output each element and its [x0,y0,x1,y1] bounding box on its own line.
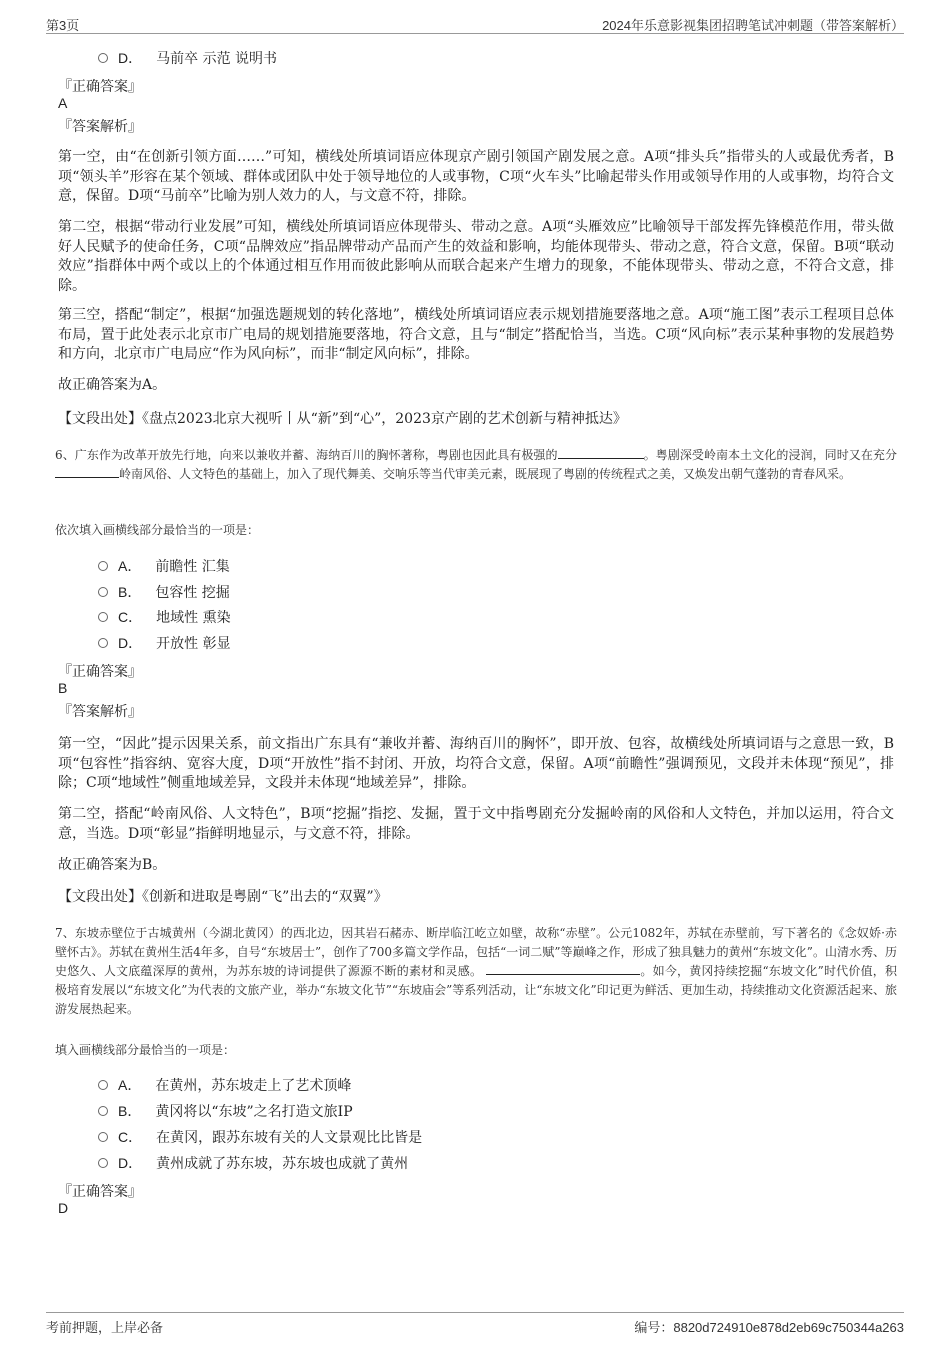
document-title: 2024年乐意影视集团招聘笔试冲刺题（带答案解析） [602,18,904,33]
q6-conclusion: 故正确答案为B。 [58,857,167,873]
q6-answer: B [58,680,68,696]
q6-blank-1 [558,446,644,459]
q7-blank [486,962,640,975]
q5-conclusion: 故正确答案为A。 [58,377,167,393]
q5-analysis-para-3: 第三空，搭配“制定”，根据“加强选题规划的转化落地”，横线处所填词语应表示规划措施要落地之意。A项“施工图”表示工程项目总体布局，置于此处表示北京市广电局的规划措施要落地，符合文意，且与“制定”搭配恰当，当选。C项“风向标”表示某种事物的发展趋势和方向，北京市广电局应“作为风向标”，而非“制定风向标”，排除。 [58,307,894,362]
q6-option-d[interactable]: D． 开放性 彰显 [98,633,231,653]
radio-icon[interactable] [98,1080,108,1090]
q6-answer-label: 『正确答案』 [58,664,142,680]
q5-analysis-para-1: 第一空，由“在创新引领方面……”可知，横线处所填词语应体现京产剧引领国产剧发展之意。A项“排头兵”指带头的人或最优秀者，B项“领头羊”形容在某个领域、群体或团队中处于领导地位的人或事物，C项“火车头”比喻起带头作用或领导作用的人或事物，均符合文意，保留。D项“马前卒”比喻为别人效力的人，与文意不符，排除。 [58,149,894,204]
radio-icon[interactable] [98,53,108,63]
q6-analysis-para-2: 第二空，搭配“岭南风俗、人文特色”，B项“挖掘”指挖、发掘，置于文中指粤剧充分发掘岭南的风俗和人文特色，并加以运用，符合文意，当选。D项“彰显”指鲜明地显示，与文意不符，排除。 [58,806,894,842]
q6-stem: 6、广东作为改革开放先行地，向来以兼收并蓄、海纳百川的胸怀著称，粤剧也因此具有极强的 。粤剧深受岭南本土文化的浸润，同时又在充分岭南风俗、人文特色的基础上，加入了现代舞美、交响乐等当代审美元素，既展现了粤剧的传统程式之美，又焕发出朝气蓬勃的青春风采。 [55,448,897,481]
q5-answer: A [58,95,68,111]
q7-option-b[interactable]: B． 黄冈将以“东坡”之名打造文旅IP [98,1101,353,1121]
radio-icon[interactable] [98,1106,108,1116]
q5-analysis-para-2: 第二空，根据“带动行业发展”可知，横线处所填词语应体现带头、带动之意。A项“头雁效应”比喻领导干部发挥先锋模范作用，带头做好人民赋予的使命任务，C项“品牌效应”指品牌带动产品而产生的效益和影响，均能体现带头、带动之意，符合文意，保留。B项“联动效应”指群体中两个或以上的个体通过相互作用而彼此影响从而联合起来产生增力的现象，不能体现带头、带动之意，不符合文意，排除。 [58,219,894,294]
page-number: 第3页 [46,18,80,33]
q7-option-a[interactable]: A． 在黄州，苏东坡走上了艺术顶峰 [98,1075,351,1095]
q6-option-c[interactable]: C． 地域性 熏染 [98,607,231,627]
q7-answer: D [58,1200,69,1216]
q5-answer-label: 『正确答案』 [58,79,142,95]
radio-icon[interactable] [98,638,108,648]
q6-source: 【文段出处】《创新和进取是粤剧“飞”出去的“双翼”》 [58,889,388,905]
q7-option-c[interactable]: C． 在黄冈，跟苏东坡有关的人文景观比比皆是 [98,1127,422,1147]
q6-option-b[interactable]: B． 包容性 挖掘 [98,582,230,602]
radio-icon[interactable] [98,561,108,571]
q6-blank-2 [55,465,119,478]
radio-icon[interactable] [98,1132,108,1142]
q7-stem: 7、东坡赤壁位于古城黄州（今湖北黄冈）的西北边，因其岩石赭赤、断岸临江屹立如壁，故称“赤壁”。公元1082年，苏轼在赤壁前，写下著名的《念奴娇·赤壁怀古》。苏轼在黄州生活4年多，自号“东坡居士”，创作了700多篇文学作品，包括“一词二赋”等巅峰之作，形成了独具魅力的黄州“东坡文化”。山清水秀、历史悠久、人文底蕴深厚的黄州，为苏东坡的诗词提供了源源不断的素材和灵感。 。如今，黄冈持续挖掘“东坡文化”时代价值，积极培育发展以“东坡文化”为代表的文旅产业，举办“东坡文化节”“东坡庙会”等系列活动，让“东坡文化”印记更为鲜活、更加生动，持续推动文化资源活起来、旅游发展热起来。 [55,926,897,1016]
q6-option-a[interactable]: A． 前瞻性 汇集 [98,556,230,576]
radio-icon[interactable] [98,587,108,597]
radio-icon[interactable] [98,612,108,622]
q6-analysis-label: 『答案解析』 [58,704,142,720]
q5-analysis-label: 『答案解析』 [58,119,142,135]
document-id: 编号：8820d724910e878d2eb69c750344a263 [634,1320,904,1335]
q5-option-d[interactable]: D． 马前卒 示范 说明书 [98,48,277,68]
q7-prompt: 填入画横线部分最恰当的一项是： [55,1043,236,1057]
q7-answer-label: 『正确答案』 [58,1184,142,1200]
page-header [46,11,904,34]
q6-prompt: 依次填入画横线部分最恰当的一项是： [55,523,260,537]
q7-option-d[interactable]: D． 黄州成就了苏东坡，苏东坡也成就了黄州 [98,1153,408,1173]
radio-icon[interactable] [98,1158,108,1168]
q5-source: 【文段出处】《盘点2023北京大视听丨从“新”到“心”，2023京产剧的艺术创新与精神抵达》 [58,411,627,427]
footer-slogan: 考前押题，上岸必备 [46,1320,164,1335]
q6-analysis-para-1: 第一空，“因此”提示因果关系，前文指出广东具有“兼收并蓄、海纳百川的胸怀”，即开放、包容，故横线处所填词语与之意思一致，B项“包容性”指容纳、宽容大度，D项“开放性”指不封闭、开放，均符合文意，保留。A项“前瞻性”强调预见，文段并未体现“预见”，排除；C项“地域性”侧重地域差异，文段并未体现“地域差异”，排除。 [58,736,894,791]
page-footer [46,1312,904,1339]
